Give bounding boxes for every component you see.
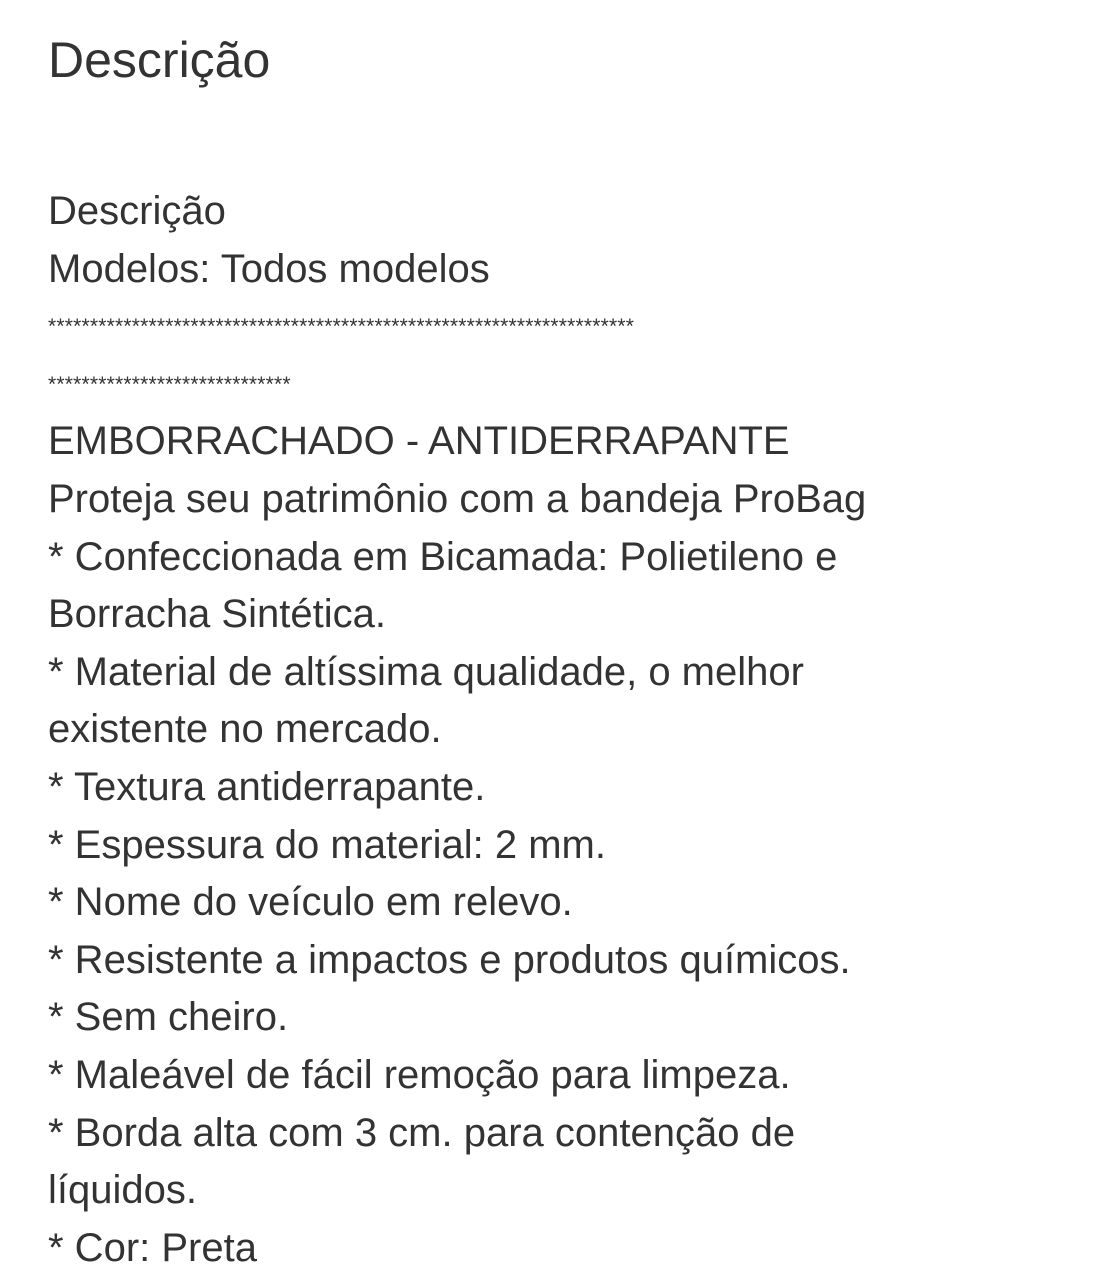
feature-line: * Textura antiderrapante. (48, 764, 486, 809)
feature-line: * Espessura do material: 2 mm. (48, 822, 606, 867)
feature-line: * Material de altíssima qualidade, o melhor (48, 649, 804, 694)
description-body (48, 183, 1088, 1277)
feature-line: líquidos. (48, 1168, 197, 1213)
separator-stars-1: ********************************************************************** (48, 315, 635, 339)
feature-line: * Maleável de fácil remoção para limpeza. (48, 1052, 791, 1097)
feature-line: * Sem cheiro. (48, 995, 289, 1040)
feature-line: * Nome do veículo em relevo. (48, 880, 573, 925)
feature-line: * Cor: Preta (48, 1225, 257, 1270)
feature-line: * Confeccionada em Bicamada: Polietileno e (48, 534, 838, 579)
headline: EMBORRACHADO - ANTIDERRAPANTE (48, 419, 790, 464)
feature-line: * Borda alta com 3 cm. para contenção de (48, 1110, 796, 1155)
separator-stars-2: ***************************** (48, 372, 291, 396)
feature-line: existente no mercado. (48, 707, 442, 752)
feature-line: Borracha Sintética. (48, 592, 386, 637)
description-heading: Descrição (48, 189, 226, 233)
models-line: Modelos: Todos modelos (48, 246, 490, 291)
feature-line: * Resistente a impactos e produtos químicos. (48, 937, 851, 982)
section-title: Descrição (48, 32, 271, 88)
intro-line: Proteja seu patrimônio com a bandeja ProBag (48, 476, 867, 521)
